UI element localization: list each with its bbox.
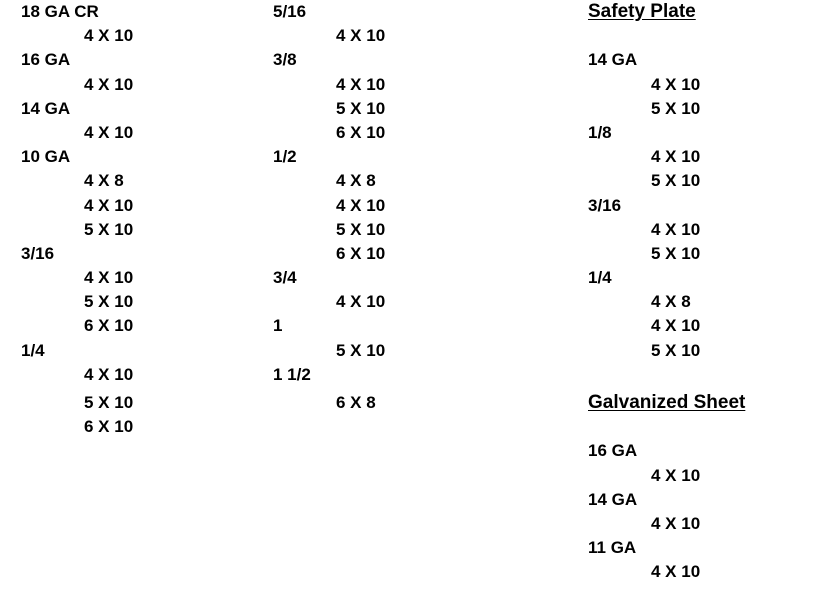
thickness-label: 11 GA [588,538,637,558]
size-item: 4 X 10 [651,74,701,94]
size-item: 4 X 10 [336,292,386,312]
thickness-label: 1/8 [588,122,612,142]
size-item: 5 X 10 [651,243,701,263]
size-item: 4 X 10 [336,26,386,46]
size-item: 4 X 8 [84,171,124,191]
size-item: 4 X 10 [651,513,701,533]
size-item: 5 X 10 [336,219,386,239]
size-item: 4 X 10 [651,219,701,239]
column-plate-thickness [273,0,385,415]
thickness-label: 5/16 [273,2,307,21]
spacer [588,24,745,48]
size-item: 4 X 10 [84,195,134,215]
size-item: 6 X 10 [336,243,386,263]
thickness-label: 16 GA [21,50,71,70]
size-item: 6 X 10 [84,417,134,437]
thickness-label: 16 GA [588,441,638,461]
size-item: 6 X 10 [84,316,134,336]
size-item: 4 X 10 [651,147,701,167]
size-item: 4 X 10 [651,562,701,582]
thickness-label: 14 GA [588,489,638,509]
size-item: 6 X 8 [336,393,376,412]
thickness-label: 10 GA [21,147,71,167]
size-item: 5 X 10 [84,393,134,412]
size-item: 4 X 8 [651,292,691,312]
thickness-label: 3/16 [588,195,622,215]
thickness-label: 14 GA [588,50,638,70]
spacer [588,415,745,439]
size-item: 5 X 10 [651,98,701,118]
thickness-label: 3/4 [273,268,297,288]
thickness-label: 3/8 [273,50,297,70]
thickness-label: 1/4 [588,268,612,288]
size-item: 5 X 10 [651,171,701,191]
column-sheet-gauges [21,0,133,439]
size-item: 4 X 10 [84,74,134,94]
size-item: 4 X 10 [651,316,701,336]
thickness-label: 18 GA CR [21,2,99,21]
thickness-label: 1/4 [21,340,45,360]
size-item: 5 X 10 [84,219,134,239]
size-item: 5 X 10 [336,340,386,360]
thickness-label: 1/2 [273,147,297,167]
size-item: 6 X 10 [336,122,386,142]
size-item: 4 X 8 [336,171,376,191]
thickness-label: 14 GA [21,98,71,118]
thickness-label: 3/16 [21,243,55,263]
size-item: 5 X 10 [336,98,386,118]
thickness-label: 1 1/2 [273,364,311,384]
size-item: 4 X 10 [336,74,386,94]
size-item: 4 X 10 [651,465,701,485]
size-item: 4 X 10 [84,364,134,384]
size-item: 5 X 10 [84,292,134,312]
size-item: 4 X 10 [336,195,386,215]
size-item: 4 X 10 [84,122,134,142]
thickness-label: 1 [273,316,283,336]
size-item: 5 X 10 [651,340,701,360]
section-title-safety-plate: Safety Plate [588,1,696,22]
size-item: 4 X 10 [84,26,134,46]
size-item: 4 X 10 [84,268,134,288]
column-specialty [588,0,745,585]
section-title-galvanized-sheet: Galvanized Sheet [588,392,746,413]
spacer [588,363,745,387]
